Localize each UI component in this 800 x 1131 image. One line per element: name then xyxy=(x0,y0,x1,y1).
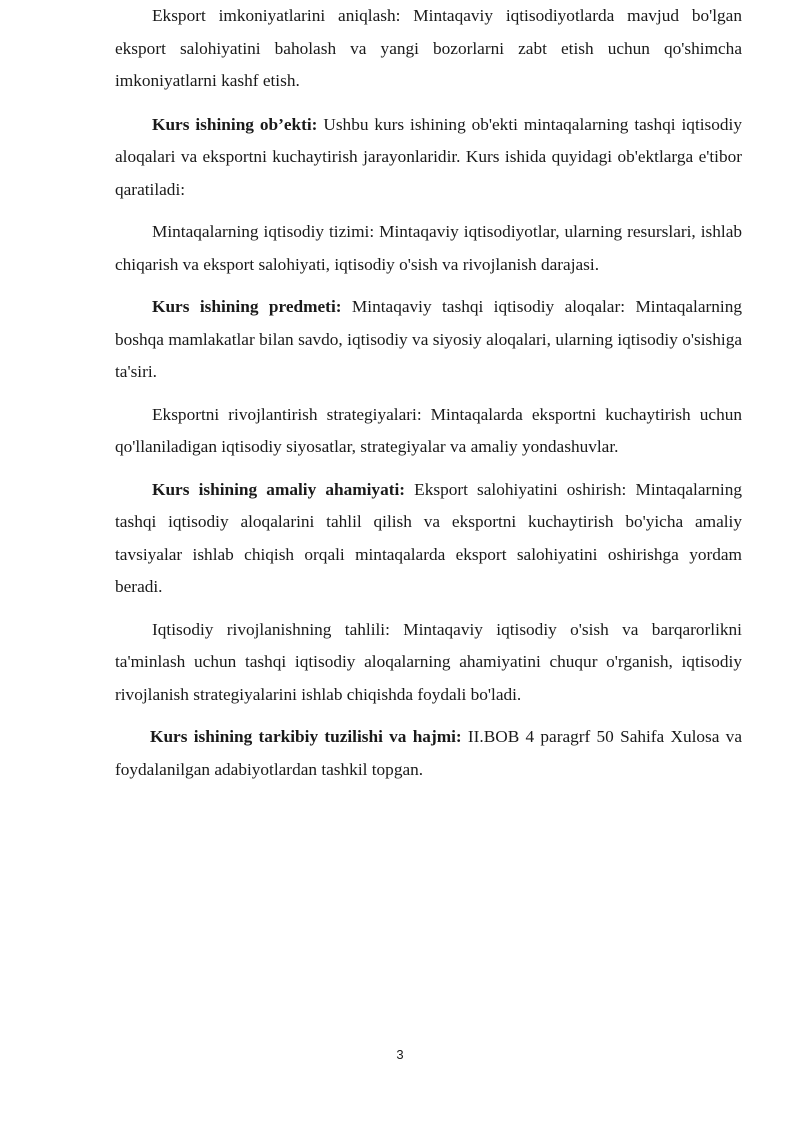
paragraph-heading: Kurs ishining tarkibiy tuzilishi va hajmi: xyxy=(150,727,462,746)
paragraph-structure-volume xyxy=(115,721,742,786)
paragraph-heading: Kurs ishining predmeti: xyxy=(152,297,342,316)
paragraph-economic-system xyxy=(115,216,742,281)
paragraph-text: Mintaqaviy tashqi iqtisodiy aloqalar: Mintaqalarning boshqa mamlakatlar bilan savdo, iqtisodiy va siyosiy aloqalari, ularning iqtisodiy o'sishiga ta'siri. xyxy=(115,297,742,381)
paragraph-course-subject xyxy=(115,291,742,389)
paragraph-heading: Kurs ishining ob’ekti: xyxy=(152,114,318,134)
paragraph-economic-development xyxy=(115,614,742,712)
paragraph-text: Ushbu kurs ishining ob'ekti mintaqalarning tashqi iqtisodiy aloqalari va eksportni kuchaytirish jarayonlaridir. Kurs ishida quyidagi ob'ektlarga e'tibor qaratiladi: xyxy=(115,114,742,199)
paragraph-text: Eksport imkoniyatlarini aniqlash: Mintaqaviy iqtisodiyotlarda mavjud bo'lgan eksport salohiyatini baholash va yangi bozorlarni zabt etish uchun qo'shimcha imkoniyatlarni kashf etish. xyxy=(115,6,742,90)
paragraph-text: II.BOB 4 paragrf 50 Sahifa Xulosa va foydalanilgan adabiyotlardan tashkil topgan. xyxy=(115,727,742,779)
document-body xyxy=(115,0,742,786)
page-number: 3 xyxy=(396,1047,404,1062)
paragraph-text: Eksportni rivojlantirish strategiyalari: Mintaqalarda eksportni kuchaytirish uchun qo'llaniladigan iqtisodiy siyosatlar, strategiyalar va amaliy yondashuvlar. xyxy=(115,404,742,456)
paragraph-export-opportunities xyxy=(115,0,742,98)
paragraph-practical-significance xyxy=(115,474,742,604)
paragraph-text: Mintaqalarning iqtisodiy tizimi: Mintaqaviy iqtisodiyotlar, ularning resurslari, ishlab chiqarish va eksport salohiyati, iqtisodiy o'sish va rivojlanish darajasi. xyxy=(115,222,742,274)
paragraph-course-object xyxy=(115,109,742,207)
paragraph-heading: Kurs ishining amaliy ahamiyati: xyxy=(152,479,406,499)
paragraph-text: Eksport salohiyatini oshirish: Mintaqalarning tashqi iqtisodiy aloqalarini tahlil qilish va eksportni kuchaytirish bo'yicha amaliy tavsiyalar ishlab chiqish orqali mintaqalarda eksport salohiyatini oshirishga yordam beradi. xyxy=(115,479,742,596)
paragraph-export-strategies xyxy=(115,399,742,464)
paragraph-text: Iqtisodiy rivojlanishning tahlili: Mintaqaviy iqtisodiy o'sish va barqarorlikni ta'minlash uchun tashqi iqtisodiy aloqalarning ahamiyatini chuqur o'rganish, iqtisodiy rivojlanish strategiyalarini ishlab chiqishda foydali bo'ladi. xyxy=(115,619,742,704)
